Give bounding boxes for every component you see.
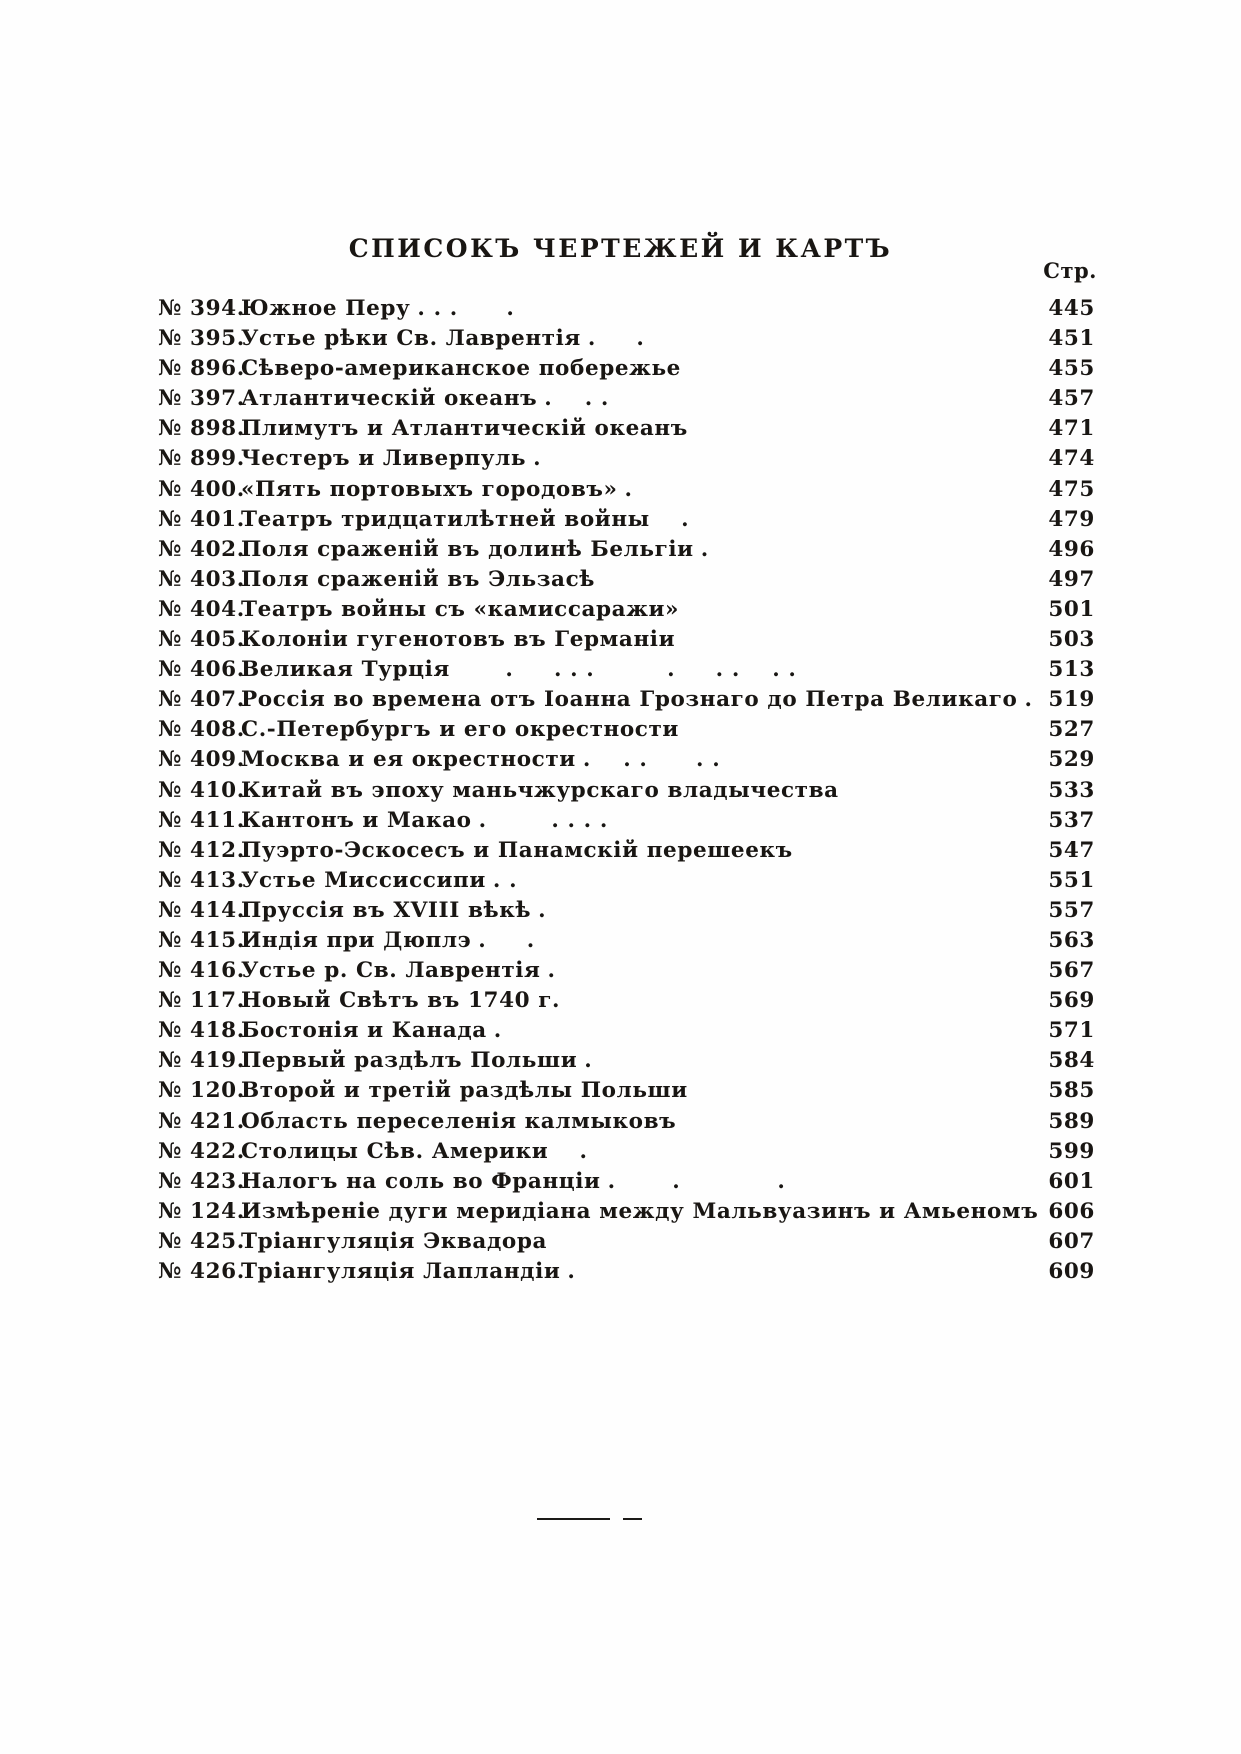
entry-number: № 412. bbox=[158, 837, 245, 863]
entry-dot-leaders: . . bbox=[587, 326, 645, 352]
entry-title: Второй и третій раздѣлы Польши bbox=[241, 1078, 688, 1104]
entry-page-number: 589 bbox=[1048, 1108, 1095, 1134]
entry-title: Бостонія и Канада bbox=[241, 1018, 487, 1044]
entry-page-number: 606 bbox=[1048, 1198, 1095, 1224]
entry-number: № 414. bbox=[158, 897, 245, 923]
entry-title: Устье Миссиссипи bbox=[241, 867, 486, 893]
entry-dot-leaders: . . bbox=[478, 927, 535, 953]
list-item bbox=[158, 475, 1095, 505]
list-item bbox=[158, 324, 1095, 354]
entry-dot-leaders: . bbox=[533, 446, 542, 472]
entry-dot-leaders: . . . . . bbox=[582, 747, 721, 773]
entry-page-number: 585 bbox=[1048, 1078, 1095, 1104]
page-number-column-header: Стр. bbox=[1043, 258, 1097, 283]
page-title: СПИСОКЪ ЧЕРТЕЖЕЙ И КАРТЪ bbox=[348, 234, 893, 263]
entry-page-number: 475 bbox=[1048, 476, 1095, 502]
entry-page-number: 503 bbox=[1048, 627, 1095, 653]
entry-title: Южное Перу bbox=[241, 296, 411, 321]
list-item bbox=[158, 715, 1095, 745]
entry-number: № 423. bbox=[158, 1168, 245, 1194]
entry-title: Налогъ на соль во Франціи bbox=[241, 1168, 601, 1194]
entry-title: Пуэрто-Эскосесъ и Панамскій перешеекъ bbox=[241, 837, 793, 863]
list-item bbox=[158, 535, 1095, 565]
list-item bbox=[158, 1137, 1095, 1167]
entry-page-number: 519 bbox=[1048, 687, 1095, 713]
entry-dot-leaders: . . . . . . . . . bbox=[456, 657, 797, 683]
list-item bbox=[158, 505, 1095, 535]
entry-page-number: 571 bbox=[1048, 1018, 1095, 1044]
entry-dot-leaders: . bbox=[547, 958, 556, 984]
list-item bbox=[158, 1016, 1095, 1046]
divider-dash-short bbox=[623, 1518, 642, 1520]
entry-number: № 407. bbox=[158, 687, 245, 713]
entry-page-number: 529 bbox=[1048, 747, 1095, 773]
list-item bbox=[158, 745, 1095, 775]
entry-dot-leaders: . . . . . bbox=[478, 807, 608, 833]
entry-page-number: 584 bbox=[1048, 1048, 1095, 1074]
list-item bbox=[158, 625, 1095, 655]
entry-page-number: 567 bbox=[1048, 958, 1095, 984]
entry-title: Театръ тридцатилѣтней войны bbox=[241, 506, 650, 532]
entry-dot-leaders: . bbox=[567, 1259, 576, 1284]
list-item bbox=[158, 565, 1095, 595]
entry-title: Китай въ эпоху маньчжурскаго владычества bbox=[241, 777, 839, 803]
list-item bbox=[158, 896, 1095, 926]
list-item bbox=[158, 866, 1095, 896]
entry-title: Пруссія въ XVIII вѣкѣ bbox=[241, 897, 532, 923]
entry-title: Измѣреніе дуги меридіана между Мальвуазинъ и Амьеномъ bbox=[241, 1198, 1039, 1224]
entry-number: № 418. bbox=[158, 1018, 245, 1044]
list-item bbox=[158, 956, 1095, 986]
entry-title: Индія при Дюплэ bbox=[241, 927, 472, 953]
divider-dash-long bbox=[537, 1518, 610, 1520]
entry-number: № 421. bbox=[158, 1108, 245, 1134]
entry-dot-leaders: . . . bbox=[607, 1168, 786, 1194]
list-item bbox=[158, 294, 1095, 324]
list-item bbox=[158, 1107, 1095, 1137]
entry-page-number: 569 bbox=[1048, 988, 1095, 1014]
entry-page-number: 557 bbox=[1048, 897, 1095, 923]
entry-number: № 409. bbox=[158, 747, 245, 773]
entry-title: Москва и ея окрестности bbox=[241, 747, 576, 773]
entry-title: «Пять портовыхъ городовъ» bbox=[241, 476, 618, 502]
entry-title: Первый раздѣлъ Польши bbox=[241, 1048, 578, 1074]
entry-number: № 898. bbox=[158, 416, 245, 442]
entry-number: № 124. bbox=[158, 1198, 245, 1224]
entry-page-number: 527 bbox=[1048, 717, 1095, 743]
entry-number: № 413. bbox=[158, 867, 245, 893]
list-item bbox=[158, 655, 1095, 685]
list-item bbox=[158, 1046, 1095, 1076]
entry-number: № 397. bbox=[158, 386, 245, 412]
entry-page-number: 501 bbox=[1048, 596, 1095, 622]
list-item bbox=[158, 986, 1095, 1016]
entry-page-number: 563 bbox=[1048, 927, 1095, 953]
entry-number: № 408. bbox=[158, 717, 245, 743]
entry-title: Устье рѣки Св. Лаврентія bbox=[241, 326, 581, 352]
entry-number: № 402. bbox=[158, 536, 245, 562]
entry-dot-leaders: . bbox=[700, 536, 709, 562]
entry-title: Область переселенія калмыковъ bbox=[241, 1108, 677, 1134]
entry-page-number: 513 bbox=[1048, 657, 1095, 683]
entry-title: Столицы Сѣв. Америки bbox=[241, 1138, 549, 1164]
entry-number: № 404. bbox=[158, 596, 245, 622]
list-item bbox=[158, 806, 1095, 836]
list-item bbox=[158, 444, 1095, 474]
entry-number: № 411. bbox=[158, 807, 245, 833]
entry-dot-leaders: . bbox=[656, 506, 690, 532]
entry-number: № 422. bbox=[158, 1138, 245, 1164]
list-item bbox=[158, 354, 1095, 384]
end-divider bbox=[537, 1518, 642, 1520]
entry-dot-leaders: . bbox=[493, 1018, 502, 1044]
entry-page-number: 471 bbox=[1048, 416, 1095, 442]
entry-title: Тріангуляція Лапландіи bbox=[241, 1259, 561, 1284]
entry-number: № 425. bbox=[158, 1228, 245, 1254]
entry-title: Колоніи гугенотовъ въ Германіи bbox=[241, 627, 676, 653]
entry-page-number: 496 bbox=[1048, 536, 1095, 562]
entry-number: № 415. bbox=[158, 927, 245, 953]
entry-page-number: 601 bbox=[1048, 1168, 1095, 1194]
entry-title: Россія во времена отъ Іоанна Грознаго до Петра Великаго bbox=[241, 687, 1018, 713]
entry-dot-leaders: . bbox=[624, 476, 633, 502]
entry-page-number: 607 bbox=[1048, 1228, 1095, 1254]
entry-page-number: 479 bbox=[1048, 506, 1095, 532]
entry-page-number: 457 bbox=[1048, 386, 1095, 412]
entry-number: № 400. bbox=[158, 476, 245, 502]
entry-title: Честеръ и Ливерпуль bbox=[241, 446, 527, 472]
entry-page-number: 455 bbox=[1048, 356, 1095, 382]
entry-title: Атлантическій океанъ bbox=[241, 386, 538, 412]
entry-page-number: 445 bbox=[1048, 296, 1095, 321]
entries-list bbox=[158, 294, 1095, 1287]
list-item bbox=[158, 595, 1095, 625]
entry-title: Сѣверо-американское побережье bbox=[241, 356, 681, 382]
entry-title: Новый Свѣтъ въ 1740 г. bbox=[241, 988, 561, 1014]
entry-title: С.-Петербургъ и его окрестности bbox=[241, 717, 679, 743]
entry-page-number: 474 bbox=[1048, 446, 1095, 472]
entry-title: Поля сраженій въ долинѣ Бельгіи bbox=[241, 536, 694, 562]
entry-page-number: 533 bbox=[1048, 777, 1095, 803]
entry-title: Поля сраженій въ Эльзасѣ bbox=[241, 566, 595, 592]
entry-dot-leaders: . bbox=[1024, 687, 1033, 713]
entry-number: № 395. bbox=[158, 326, 245, 352]
entry-number: № 117. bbox=[158, 988, 245, 1014]
entry-number: № 419. bbox=[158, 1048, 245, 1074]
entry-page-number: 551 bbox=[1048, 867, 1095, 893]
entry-number: № 120. bbox=[158, 1078, 245, 1104]
entry-page-number: 599 bbox=[1048, 1138, 1095, 1164]
entry-number: № 394. bbox=[158, 296, 245, 321]
entry-number: № 896. bbox=[158, 356, 245, 382]
entry-dot-leaders: . bbox=[555, 1138, 588, 1164]
entry-number: № 401. bbox=[158, 506, 245, 532]
entry-number: № 403. bbox=[158, 566, 245, 592]
list-item bbox=[158, 926, 1095, 956]
entry-dot-leaders: . . bbox=[492, 867, 518, 893]
entry-page-number: 497 bbox=[1048, 566, 1095, 592]
list-item bbox=[158, 685, 1095, 715]
entry-page-number: 609 bbox=[1048, 1259, 1095, 1284]
entry-title: Плимутъ и Атлантическій океанъ bbox=[241, 416, 688, 442]
list-item bbox=[158, 836, 1095, 866]
entry-title: Кантонъ и Макао bbox=[241, 807, 472, 833]
entry-number: № 405. bbox=[158, 627, 245, 653]
entry-page-number: 451 bbox=[1048, 326, 1095, 352]
list-item bbox=[158, 384, 1095, 414]
entry-title: Великая Турція bbox=[241, 657, 450, 683]
list-item bbox=[158, 1076, 1095, 1106]
entry-title: Театръ войны съ «камиссаражи» bbox=[241, 596, 680, 622]
entry-number: № 406. bbox=[158, 657, 245, 683]
entry-dot-leaders: . . . . bbox=[417, 296, 515, 321]
entry-title: Тріангуляція Эквадора bbox=[241, 1228, 547, 1254]
list-item bbox=[158, 1167, 1095, 1197]
entry-page-number: 537 bbox=[1048, 807, 1095, 833]
entry-title: Устье р. Св. Лаврентія bbox=[241, 958, 541, 984]
list-item bbox=[158, 1197, 1095, 1227]
entry-number: № 410. bbox=[158, 777, 245, 803]
list-item bbox=[158, 776, 1095, 806]
entry-number: № 899. bbox=[158, 446, 245, 472]
entry-number: № 416. bbox=[158, 958, 245, 984]
entry-dot-leaders: . bbox=[538, 897, 547, 923]
entry-dot-leaders: . bbox=[584, 1048, 593, 1074]
entry-dot-leaders: . . . bbox=[544, 386, 609, 412]
list-item bbox=[158, 414, 1095, 444]
list-item bbox=[158, 1257, 1095, 1287]
entry-number: № 426. bbox=[158, 1259, 245, 1284]
list-item bbox=[158, 1227, 1095, 1257]
entry-page-number: 547 bbox=[1048, 837, 1095, 863]
